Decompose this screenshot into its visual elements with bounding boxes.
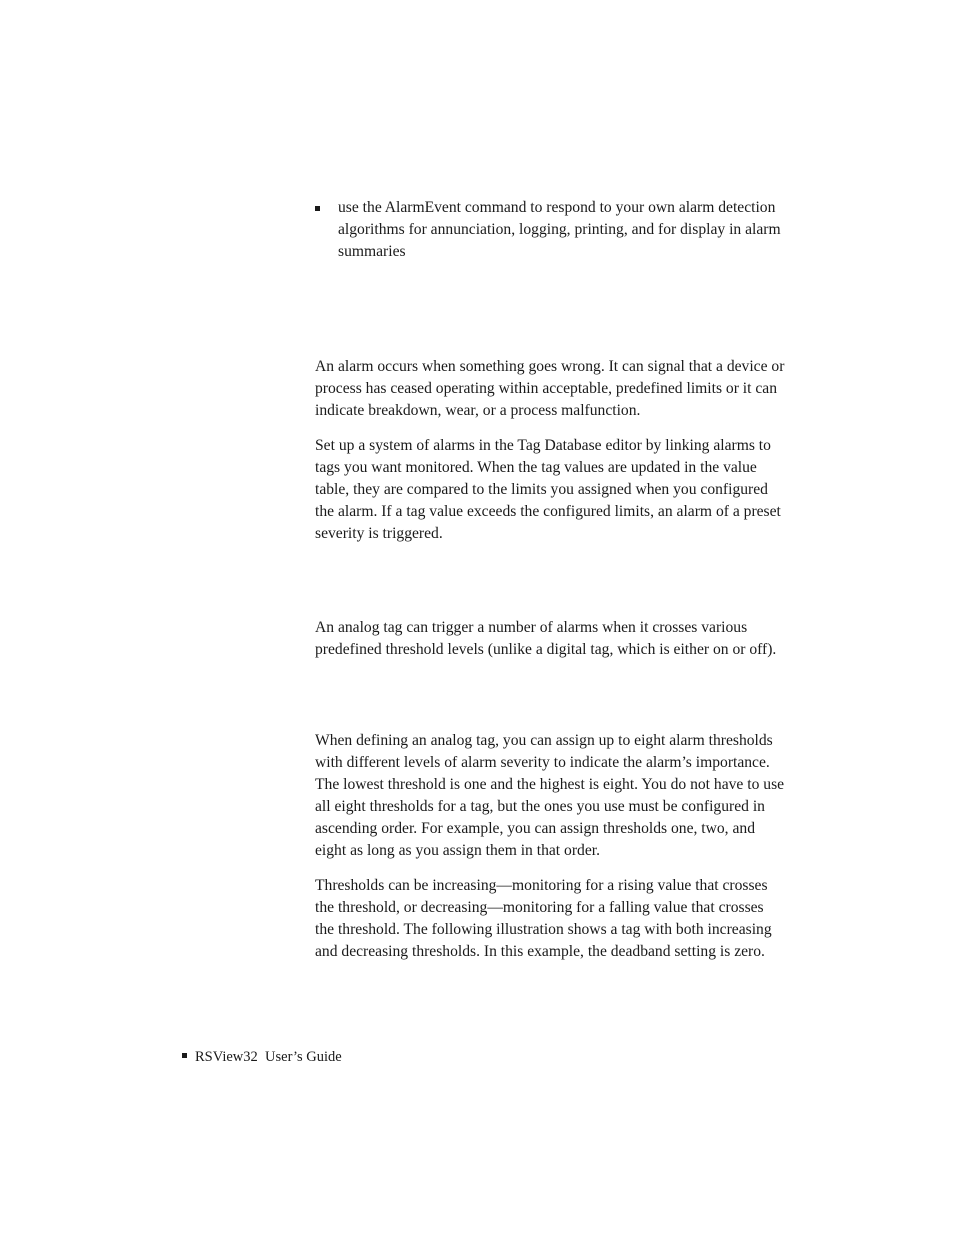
square-bullet-icon (315, 206, 320, 211)
page-footer (182, 1047, 342, 1067)
bullet-list-item (315, 197, 785, 263)
square-bullet-icon (182, 1053, 187, 1058)
paragraph-alarm-thresholds: When defining an analog tag, you can assign up to eight alarm thresholds with different levels of alarm severity to indicate the alarm’s importance. The lowest threshold is one and the highest is eight. You do not have to use all eight thresholds for a tag, but the ones you use must be configured in ascending order. For example, you can assign thresholds one, two, and eight as long as you assign them in that order. (315, 732, 785, 859)
paragraph-analog-alarms: An analog tag can trigger a number of alarms when it crosses various predefined threshold levels (unlike a digital tag, which is either on or off). (315, 619, 777, 658)
bullet-text: use the AlarmEvent command to respond to your own alarm detection algorithms for annunciation, logging, printing, and for display in alarm summaries (338, 199, 781, 260)
footer-text: RSView32 User’s Guide (195, 1049, 342, 1065)
paragraph-threshold-direction: Thresholds can be increasing—monitoring for a rising value that crosses the threshold, or decreasing—monitoring for a falling value that crosses the threshold. The following illustration shows a tag with both increasing and decreasing thresholds. In this example, the deadband setting is zero. (315, 877, 772, 960)
paragraph-alarm-setup: Set up a system of alarms in the Tag Database editor by linking alarms to tags you want monitored. When the tag values are updated in the value table, they are compared to the limits you assigned when you configured the alarm. If a tag value exceeds the configured limits, an alarm of a preset severity is triggered. (315, 437, 781, 542)
page-body (315, 197, 785, 963)
paragraph-alarm-definition: An alarm occurs when something goes wrong. It can signal that a device or process has ceased operating within acceptable, predefined limits or it can indicate breakdown, wear, or a process malfunction. (315, 358, 785, 419)
